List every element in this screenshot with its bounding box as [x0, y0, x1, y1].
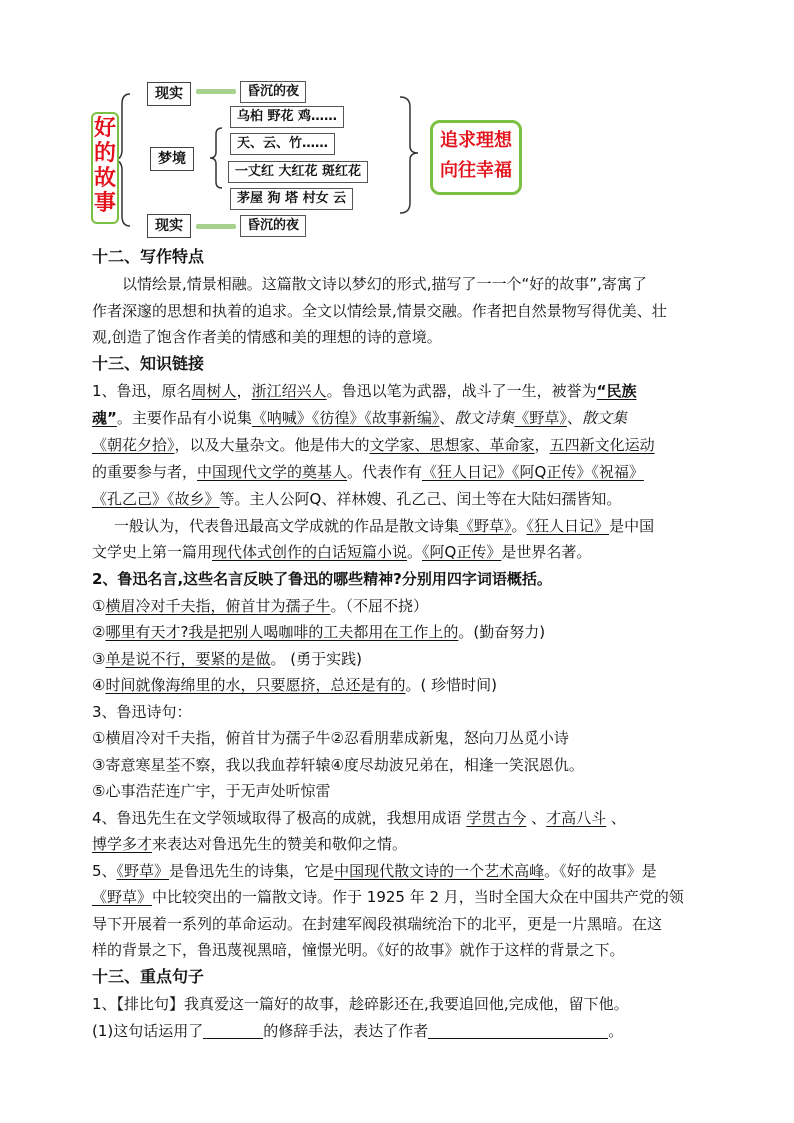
s13-item1-line7: 文学史上第一篇用现代体式创作的白话短篇小说。《阿Q正传》是世界名著。 — [92, 543, 592, 561]
s13-item1-line5: 《孔乙己》《故乡》等。主人公阿Q、祥林嫂、孔乙己、闰土等在大陆妇孺皆知。 — [92, 490, 622, 508]
s13-item5-line1: 5、《野草》是鲁迅先生的诗集，它是中国现代散文诗的一个艺术高峰。《好的故事》是 — [92, 862, 657, 880]
connector-lines — [0, 0, 794, 250]
quote-3: ③单是说不行，要紧的是做。 (勇于实践) — [92, 650, 362, 668]
s13-item1-line4: 的重要参与者，中国现代文学的奠基人。代表作有《狂人日记》《阿Q正传》《祝福》 — [92, 463, 644, 481]
answer-blank-2[interactable] — [428, 1022, 608, 1039]
goal-line-2: 向往幸福 — [440, 160, 512, 181]
s13-item1-line1: 1、鲁迅，原名周树人，浙江绍兴人。鲁迅以笔为武器，战斗了一生，被誉为“民族 — [92, 382, 637, 400]
quote-4: ④时间就像海绵里的水，只要愿挤，总还是有的。( 珍惜时间) — [92, 676, 497, 694]
key-sentence-1: 1、【排比句】我真爱这一篇好的故事，趁碎影还在,我要追回他,完成他，留下他。 — [92, 995, 629, 1013]
s13-item4-line2: 博学多才来表达对鲁迅先生的赞美和敬仰之情。 — [92, 835, 408, 853]
s13-item5-line3: 导下开展着一系列的革命运动。在封建军阀段祺瑞统治下的北平，更是一片黑暗。在这 — [92, 915, 663, 933]
s13-item1-line3: 《朝花夕拾》，以及大量杂文。他是伟大的文学家、思想家、革命家，五四新文化运动 — [92, 436, 655, 454]
label-reality-top: 现实 — [147, 82, 191, 106]
quote-2: ②哪里有天才?我是把别人喝咖啡的工夫都用在工作上的。(勤奋努力) — [92, 623, 546, 641]
poem-line-1: ①横眉冷对千夫指，俯首甘为孺子牛②忍看朋辈成新鬼，怒向刀丛觅小诗 — [92, 729, 569, 747]
quote-1: ①横眉冷对千夫指，俯首甘为孺子牛。（不屈不挠） — [92, 597, 428, 615]
diagram-title: 好的故事 — [91, 112, 119, 224]
answer-blank-1[interactable] — [203, 1022, 263, 1039]
node-cottage: 茅屋 狗 塔 村女 云 — [230, 188, 353, 210]
node-tallow-flowers: 乌桕 野花 鸡…… — [230, 106, 344, 128]
key-question-1: (1)这句话运用了 的修辞手法，表达了作者 。 — [92, 1022, 624, 1040]
label-dream: 梦境 — [150, 147, 194, 171]
node-dusk-bottom: 昏沉的夜 — [240, 215, 306, 237]
s13-item3-heading: 3、鲁迅诗句： — [92, 703, 192, 721]
node-dusk-top: 昏沉的夜 — [240, 81, 306, 103]
s13-item4-line1: 4、鲁迅先生在文学领域取得了极高的成就，我想用成语 学贯古今 、才高八斗 、 — [92, 809, 626, 827]
node-red-flowers: 一丈红 大红花 斑红花 — [228, 161, 368, 183]
s13-item5-line2: 《野草》中比较突出的一篇散文诗。作于 1925 年 2 月，当时全国大众在中国共产党的领 — [92, 888, 684, 906]
s13-item2-heading: 2、鲁迅名言,这些名言反映了鲁迅的哪些精神?分别用四字词语概括。 — [92, 570, 552, 588]
poem-line-2: ③寄意寒星荃不察，我以我血荐轩辕④度尽劫波兄弟在，相逢一笑泯恩仇。 — [92, 756, 584, 774]
node-sky-clouds: 天、云、竹…… — [230, 133, 335, 155]
goal-line-1: 追求理想 — [440, 130, 512, 151]
poem-line-3: ⑤心事浩茫连广宇，于无声处听惊雷 — [92, 782, 331, 800]
s13-item1-line6: 一般认为，代表鲁迅最高文学成就的作品是散文诗集《野草》。《狂人日记》是中国 — [114, 517, 655, 535]
section-13-heading: 十三、知识链接 — [92, 354, 205, 373]
s13-item1-line2: 魂”。主要作品有小说集《呐喊》《彷徨》《故事新编》、散文诗集《野草》、散文集 — [92, 409, 627, 427]
s12-line-2: 作者深邃的思想和执着的追求。全文以情绘景,情景交融。作者把自然景物写得优美、壮 — [92, 302, 667, 320]
section-12-heading: 十二、写作特点 — [92, 247, 205, 266]
goal-box — [430, 120, 522, 195]
story-mind-map — [0, 0, 794, 250]
s13-item5-line4: 样的背景之下，鲁迅蔑视黑暗，憧憬光明。《好的故事》就作于这样的背景之下。 — [92, 941, 625, 959]
label-reality-bottom: 现实 — [147, 214, 191, 238]
s12-line-3: 观,创造了饱含作者美的情感和美的理想的诗的意境。 — [92, 328, 442, 346]
s12-line-1: 以情绘景,情景相融。这篇散文诗以梦幻的形式,描写了一一个“好的故事”,寄寓了 — [122, 275, 647, 293]
key-sentences-heading: 十三、重点句子 — [92, 967, 205, 986]
